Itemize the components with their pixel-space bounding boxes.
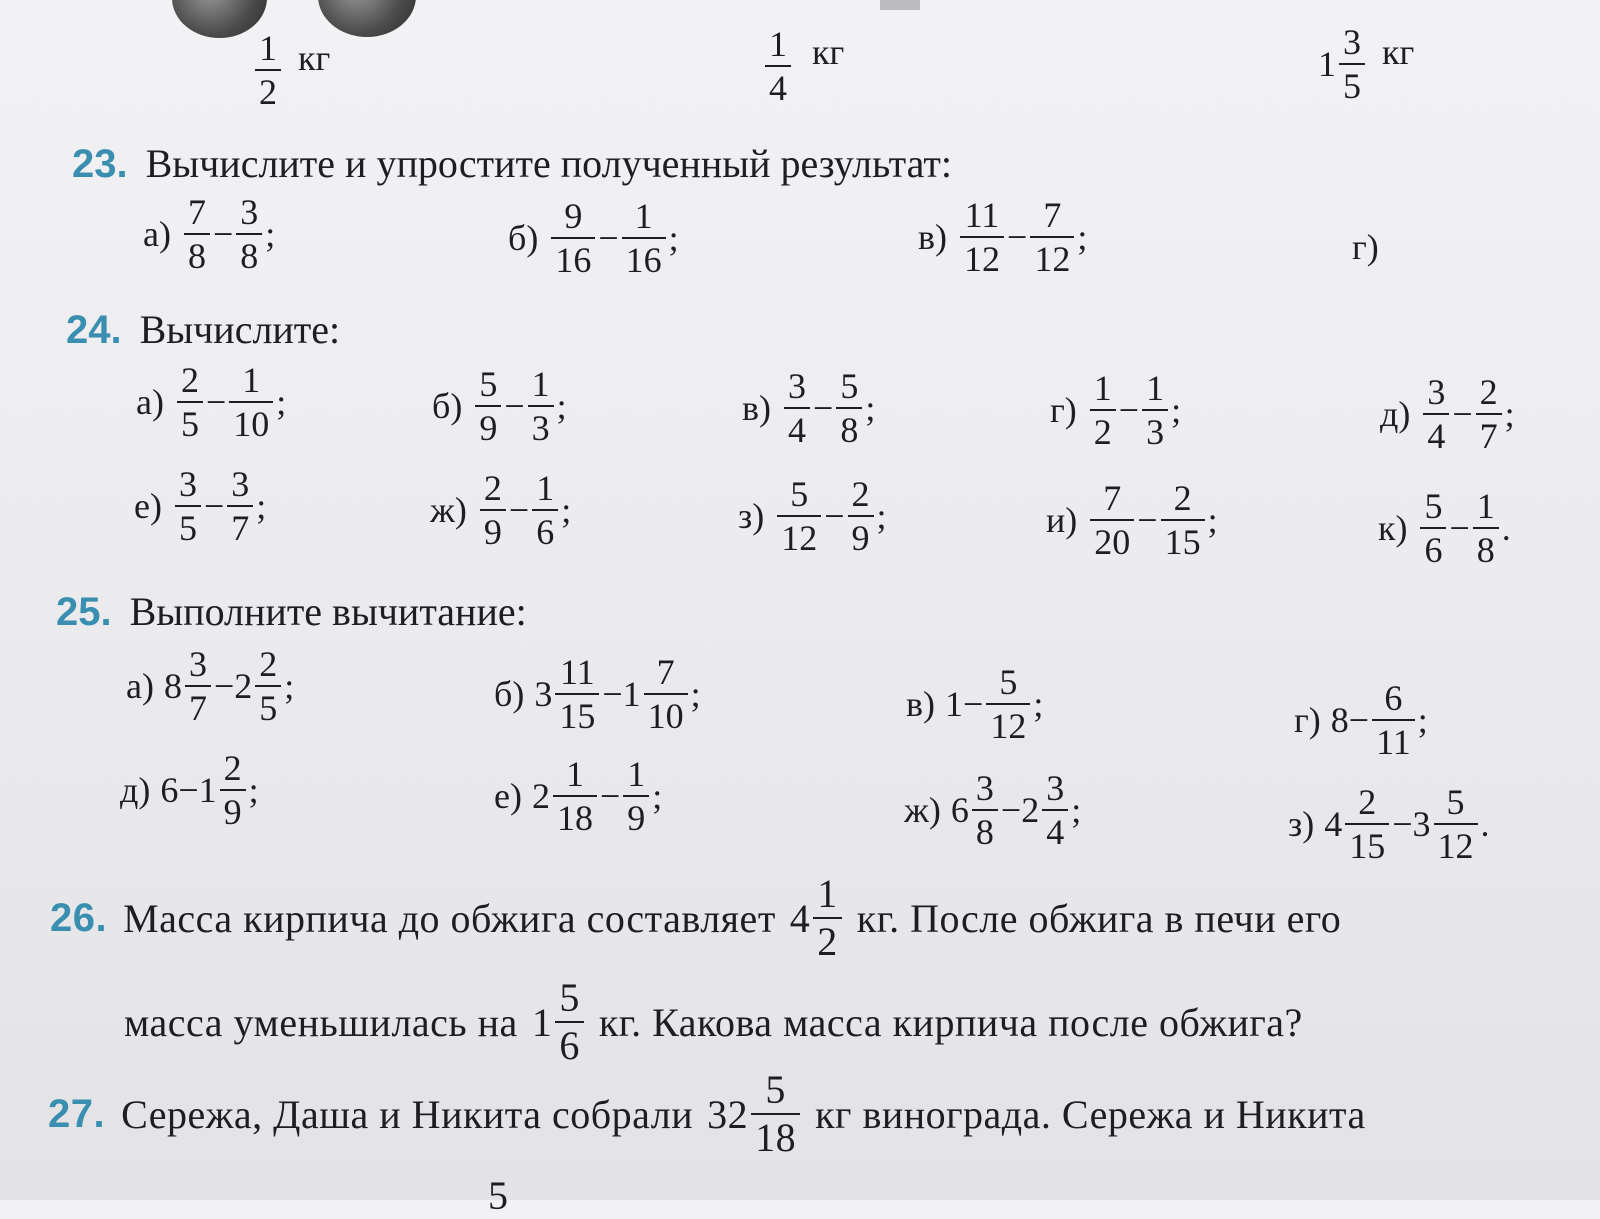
illustration-fragment	[318, 0, 416, 37]
p23-item-b: б) $\frac{9}{16}$ − $\frac{1}{16}$ ;	[508, 196, 679, 280]
p24-item-k: к) $\frac{5}{6}$ − $\frac{1}{8}$ .	[1378, 486, 1511, 570]
p25-item-d: д) 6 − 1 $\frac{2}{9}$ ;	[120, 748, 259, 832]
problem-27-line-2-fragment: 5	[488, 1173, 509, 1218]
p23-item-v: в) $\frac{11}{12}$ − $\frac{7}{12}$ ;	[918, 195, 1088, 279]
fraction: $\frac{3}{5}$	[1339, 24, 1365, 104]
p25-item-b: б) 3 $\frac{11}{15}$ − 1 $\frac{7}{10}$ ;	[494, 652, 701, 736]
weight-label: $\frac{1}{4}$ кг	[762, 26, 844, 106]
p23-item-g: г)	[1352, 227, 1379, 267]
problem-number: 24.	[66, 308, 122, 352]
problem-number: 25.	[56, 590, 112, 634]
illustration-fragment	[880, 0, 920, 10]
problem-23-header	[72, 140, 952, 187]
p23-item-a: а) $\frac{7}{8}$ − $\frac{3}{8}$ ;	[143, 192, 276, 276]
problem-26-line-1: 26. Масса кирпича до обжига составляет 4 $\frac{1}{2}$ кг. После обжига в печи его	[50, 871, 1342, 964]
problem-24-header	[66, 306, 340, 353]
p24-item-g: г) $\frac{1}{2}$ − $\frac{1}{3}$ ;	[1050, 368, 1182, 452]
p25-item-zh: ж) 6 $\frac{3}{8}$ − 2 $\frac{3}{4}$ ;	[904, 768, 1082, 852]
p25-item-e: е) 2 $\frac{1}{18}$ − $\frac{1}{9}$ ;	[494, 754, 663, 838]
problem-27-line-1: 27. Сережа, Даша и Никита собрали 32 $\frac{5}{18}$ кг винограда. Сережа и Никита	[48, 1067, 1366, 1160]
p24-item-b: б) $\frac{5}{9}$ − $\frac{1}{3}$ ;	[432, 364, 567, 448]
problem-26-line-2: масса уменьшилась на 1 $\frac{5}{6}$ кг. Какова масса кирпича после обжига?	[124, 975, 1303, 1068]
p24-item-i: и) $\frac{7}{20}$ − $\frac{2}{15}$ ;	[1046, 478, 1218, 562]
p25-item-z: з) 4 $\frac{2}{15}$ − 3 $\frac{5}{12}$ .	[1288, 782, 1490, 866]
problem-title: Вычислите и упростите полученный результат:	[145, 141, 952, 186]
problem-title: Вычислите:	[139, 307, 341, 352]
fraction: $\frac{1}{2}$	[255, 30, 281, 110]
p24-item-a: а) $\frac{2}{5}$ − $\frac{1}{10}$ ;	[136, 360, 287, 444]
fraction: $\frac{1}{4}$	[765, 26, 791, 106]
p24-item-z: з) $\frac{5}{12}$ − $\frac{2}{9}$ ;	[738, 474, 887, 558]
p25-item-g: г) 8 − $\frac{6}{11}$ ;	[1294, 678, 1428, 762]
p24-item-zh: ж) $\frac{2}{9}$ − $\frac{1}{6}$ ;	[430, 468, 572, 552]
problem-number: 27.	[48, 1091, 106, 1136]
p24-item-e: е) $\frac{3}{5}$ − $\frac{3}{7}$ ;	[134, 464, 267, 548]
problem-25-header	[56, 588, 527, 635]
weight-label: 1 $\frac{3}{5}$ кг	[1318, 22, 1415, 106]
p24-item-v: в) $\frac{3}{4}$ − $\frac{5}{8}$ ;	[742, 366, 876, 450]
problem-title: Выполните вычитание:	[129, 589, 527, 634]
problem-number: 26.	[50, 895, 108, 940]
weight-label: $\frac{1}{2}$ кг	[252, 30, 330, 110]
problem-number: 23.	[72, 142, 128, 186]
p25-item-a: а) 8 $\frac{3}{7}$ − 2 $\frac{2}{5}$ ;	[126, 644, 295, 728]
p25-item-v: в) 1 − $\frac{5}{12}$ ;	[906, 662, 1044, 746]
p24-item-d: д) $\frac{3}{4}$ − $\frac{2}{7}$ ;	[1380, 372, 1515, 456]
